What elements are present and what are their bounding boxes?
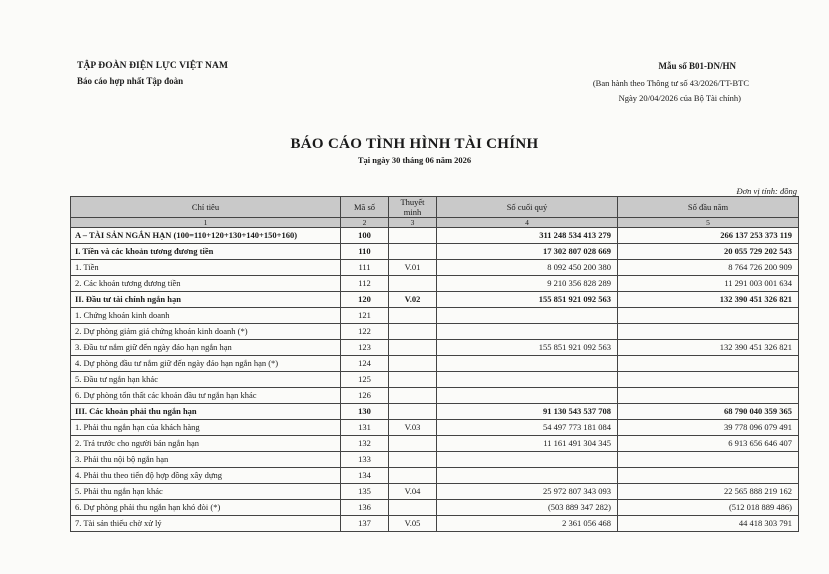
cell-note — [389, 452, 437, 468]
cell-closing: 9 210 356 828 289 — [437, 276, 618, 292]
cell-code: 126 — [341, 388, 389, 404]
cell-item: 4. Phải thu theo tiến độ hợp đồng xây dựng — [71, 468, 341, 484]
table-row — [71, 436, 799, 452]
cell-item: 1. Phải thu ngắn hạn của khách hàng — [71, 420, 341, 436]
table-row — [71, 260, 799, 276]
column-header-closing: Số cuối quý — [437, 197, 618, 218]
cell-note: V.05 — [389, 516, 437, 532]
balance-sheet-table — [70, 196, 799, 532]
column-header-item: Chỉ tiêu — [71, 197, 341, 218]
table-row — [71, 356, 799, 372]
cell-opening: 20 055 729 202 543 — [618, 244, 799, 260]
cell-item: A – TÀI SẢN NGẮN HẠN (100=110+120+130+140+150+160) — [71, 228, 341, 244]
cell-opening: 39 778 096 079 491 — [618, 420, 799, 436]
column-number: 2 — [341, 218, 389, 228]
cell-opening: 22 565 888 219 162 — [618, 484, 799, 500]
column-number: 3 — [389, 218, 437, 228]
cell-code: 137 — [341, 516, 389, 532]
cell-closing: (503 889 347 282) — [437, 500, 618, 516]
circular-date: Ngày 20/04/2026 của Bộ Tài chính) — [618, 93, 741, 103]
cell-item: 3. Đầu tư nắm giữ đến ngày đáo hạn ngắn hạn — [71, 340, 341, 356]
cell-code: 123 — [341, 340, 389, 356]
cell-note — [389, 388, 437, 404]
cell-code: 132 — [341, 436, 389, 452]
cell-code: 125 — [341, 372, 389, 388]
table-row — [71, 228, 799, 244]
cell-code: 100 — [341, 228, 389, 244]
column-header-note: Thuyết minh — [389, 197, 437, 218]
cell-closing — [437, 308, 618, 324]
cell-opening: 6 913 656 646 407 — [618, 436, 799, 452]
cell-item: 5. Phải thu ngắn hạn khác — [71, 484, 341, 500]
column-number: 1 — [71, 218, 341, 228]
cell-item: 3. Phải thu nội bộ ngắn hạn — [71, 452, 341, 468]
column-header-opening: Số đầu năm — [618, 197, 799, 218]
cell-opening: (512 018 889 486) — [618, 500, 799, 516]
table-row — [71, 388, 799, 404]
table-row — [71, 516, 799, 532]
cell-item: 6. Dự phòng phải thu ngắn hạn khó đòi (*) — [71, 500, 341, 516]
column-number: 4 — [437, 218, 618, 228]
cell-note — [389, 404, 437, 420]
cell-opening — [618, 308, 799, 324]
cell-opening — [618, 356, 799, 372]
table-row — [71, 404, 799, 420]
cell-closing: 2 361 056 468 — [437, 516, 618, 532]
cell-code: 120 — [341, 292, 389, 308]
table-body — [71, 228, 799, 532]
cell-note: V.04 — [389, 484, 437, 500]
cell-code: 124 — [341, 356, 389, 372]
cell-closing: 155 851 921 092 563 — [437, 340, 618, 356]
cell-closing: 91 130 543 537 708 — [437, 404, 618, 420]
cell-note — [389, 276, 437, 292]
cell-item: 2. Trả trước cho người bán ngắn hạn — [71, 436, 341, 452]
cell-item: 7. Tài sản thiếu chờ xử lý — [71, 516, 341, 532]
table-row — [71, 484, 799, 500]
table-row — [71, 340, 799, 356]
cell-opening — [618, 388, 799, 404]
table-row — [71, 244, 799, 260]
cell-note: V.01 — [389, 260, 437, 276]
cell-item: II. Đầu tư tài chính ngắn hạn — [71, 292, 341, 308]
cell-note — [389, 308, 437, 324]
cell-item: 2. Dự phòng giảm giá chứng khoán kinh doanh (*) — [71, 324, 341, 340]
report-date: Tại ngày 30 tháng 06 năm 2026 — [357, 155, 472, 165]
cell-closing — [437, 372, 618, 388]
cell-closing: 8 092 450 200 380 — [437, 260, 618, 276]
cell-note — [389, 228, 437, 244]
cell-note — [389, 500, 437, 516]
cell-closing: 155 851 921 092 563 — [437, 292, 618, 308]
table-row — [71, 468, 799, 484]
cell-opening — [618, 468, 799, 484]
cell-opening: 68 790 040 359 365 — [618, 404, 799, 420]
cell-opening: 132 390 451 326 821 — [618, 340, 799, 356]
table-row — [71, 292, 799, 308]
cell-opening: 44 418 303 791 — [618, 516, 799, 532]
cell-note — [389, 244, 437, 260]
cell-item: 2. Các khoản tương đương tiền — [71, 276, 341, 292]
cell-code: 135 — [341, 484, 389, 500]
cell-code: 134 — [341, 468, 389, 484]
cell-closing: 311 248 534 413 279 — [437, 228, 618, 244]
cell-closing: 11 161 491 304 345 — [437, 436, 618, 452]
organization-name: TẬP ĐOÀN ĐIỆN LỰC VIỆT NAM — [77, 61, 229, 71]
cell-note — [389, 468, 437, 484]
column-header-code: Mã số — [341, 197, 389, 218]
page-title: BÁO CÁO TÌNH HÌNH TÀI CHÍNH — [290, 136, 539, 152]
cell-note — [389, 340, 437, 356]
cell-item: 1. Chứng khoán kinh doanh — [71, 308, 341, 324]
column-number: 5 — [618, 218, 799, 228]
cell-code: 130 — [341, 404, 389, 420]
cell-closing: 54 497 773 181 084 — [437, 420, 618, 436]
form-number: Mẫu số B01-DN/HN — [658, 61, 736, 71]
currency-unit: Đơn vị tính: đồng — [736, 186, 797, 196]
cell-note: V.02 — [389, 292, 437, 308]
table-row — [71, 308, 799, 324]
cell-closing — [437, 324, 618, 340]
table-row — [71, 500, 799, 516]
cell-note — [389, 372, 437, 388]
cell-closing: 17 302 807 028 669 — [437, 244, 618, 260]
table-row — [71, 420, 799, 436]
cell-opening: 266 137 253 373 119 — [618, 228, 799, 244]
cell-code: 136 — [341, 500, 389, 516]
cell-opening: 132 390 451 326 821 — [618, 292, 799, 308]
cell-code: 122 — [341, 324, 389, 340]
cell-closing — [437, 388, 618, 404]
cell-note — [389, 436, 437, 452]
report-type: Báo cáo hợp nhất Tập đoàn — [77, 76, 184, 86]
cell-closing — [437, 452, 618, 468]
cell-closing: 25 972 807 343 093 — [437, 484, 618, 500]
table-row — [71, 324, 799, 340]
cell-opening — [618, 324, 799, 340]
cell-code: 131 — [341, 420, 389, 436]
cell-code: 133 — [341, 452, 389, 468]
table-row — [71, 372, 799, 388]
cell-item: III. Các khoản phải thu ngắn hạn — [71, 404, 341, 420]
cell-item: 6. Dự phòng tổn thất các khoản đầu tư ngắn hạn khác — [71, 388, 341, 404]
cell-code: 112 — [341, 276, 389, 292]
cell-note — [389, 356, 437, 372]
cell-closing — [437, 468, 618, 484]
cell-item: 1. Tiền — [71, 260, 341, 276]
cell-opening — [618, 372, 799, 388]
cell-code: 111 — [341, 260, 389, 276]
cell-item: 4. Dự phòng đầu tư nắm giữ đến ngày đáo hạn ngắn hạn (*) — [71, 356, 341, 372]
cell-code: 121 — [341, 308, 389, 324]
table-row — [71, 452, 799, 468]
cell-note — [389, 324, 437, 340]
cell-item: I. Tiền và các khoản tương đương tiền — [71, 244, 341, 260]
cell-code: 110 — [341, 244, 389, 260]
cell-closing — [437, 356, 618, 372]
cell-opening — [618, 452, 799, 468]
table-row — [71, 276, 799, 292]
circular-reference: (Ban hành theo Thông tư số 43/2026/TT-BTC — [592, 78, 749, 88]
cell-opening: 8 764 726 200 909 — [618, 260, 799, 276]
cell-opening: 11 291 003 001 634 — [618, 276, 799, 292]
cell-note: V.03 — [389, 420, 437, 436]
cell-item: 5. Đầu tư ngắn hạn khác — [71, 372, 341, 388]
